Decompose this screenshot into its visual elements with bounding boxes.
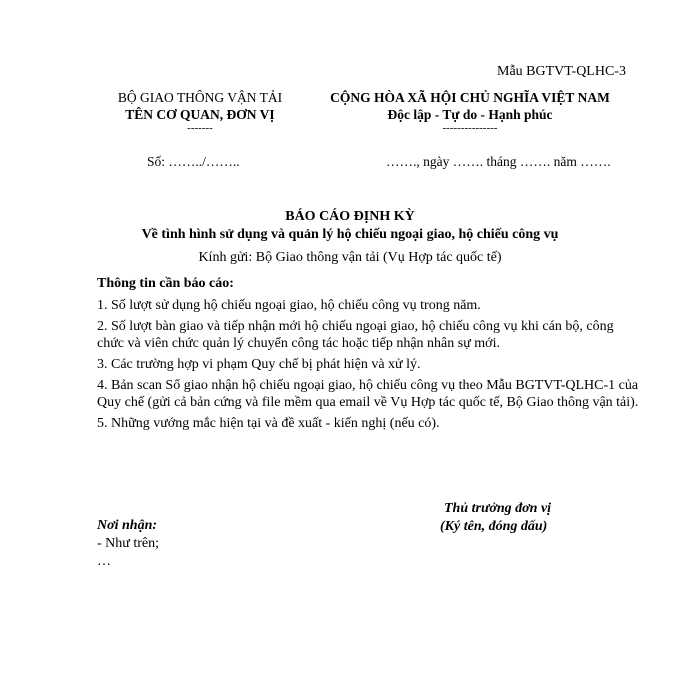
receiver-item: …	[97, 554, 111, 569]
content-item: 5. Những vướng mắc hiện tại và đề xuất - kiến nghị (nếu có).	[97, 416, 440, 431]
content-heading: Thông tin cần báo cáo:	[97, 276, 234, 291]
content-item: 3. Các trường hợp vi phạm Quy chế bị phát hiện và xử lý.	[97, 357, 421, 372]
document-date: ……., ngày ……. tháng ……. năm …….	[386, 154, 611, 169]
signature-note: (Ký tên, đóng dấu)	[440, 519, 548, 534]
motto-rule: ---------------	[442, 122, 498, 134]
document-number: Số: ……../……..	[147, 154, 240, 169]
receivers-block	[97, 517, 159, 571]
country-name: CỘNG HÒA XÃ HỘI CHỦ NGHĨA VIỆT NAM	[330, 90, 610, 105]
form-code: Mẫu BGTVT-QLHC-3	[497, 64, 626, 79]
content-item: 4. Bản scan Sổ giao nhận hộ chiếu ngoại giao, hộ chiếu công vụ theo Mẫu BGTVT-QLHC-1 của Quy chế (gửi cả bản cứng và file mềm qua email về Vụ Hợp tác quốc tế, Bộ Giao thông vận tải).	[97, 378, 639, 410]
document-subtitle: Về tình hình sử dụng và quản lý hộ chiếu ngoại giao, hộ chiếu công vụ	[141, 227, 559, 242]
agency-name: TÊN CƠ QUAN, ĐƠN VỊ	[125, 107, 275, 122]
agency-rule: -------	[187, 122, 213, 134]
document-title: BÁO CÁO ĐỊNH KỲ	[285, 209, 415, 224]
content-item: 1. Số lượt sử dụng hộ chiếu ngoại giao, hộ chiếu công vụ trong năm.	[97, 298, 481, 313]
national-header	[300, 89, 640, 133]
ministry-name: BỘ GIAO THÔNG VẬN TẢI	[117, 90, 283, 105]
content-item: 2. Số lượt bàn giao và tiếp nhận mới hộ chiếu ngoại giao, hộ chiếu công vụ khi cán bộ, công chức và viên chức quản lý chuyển công tác hoặc tiếp nhận nhân sự mới.	[97, 319, 614, 351]
issuing-agency-header	[95, 89, 305, 133]
national-motto: Độc lập - Tự do - Hạnh phúc	[387, 107, 553, 122]
signer-title: Thủ trưởng đơn vị	[444, 501, 552, 516]
recipient-line: Kính gửi: Bộ Giao thông vận tải (Vụ Hợp tác quốc tế)	[198, 250, 502, 265]
signature-block	[440, 500, 551, 536]
receiver-item: - Như trên;	[97, 536, 160, 551]
report-body	[97, 275, 642, 436]
receivers-heading: Nơi nhận:	[97, 518, 158, 533]
